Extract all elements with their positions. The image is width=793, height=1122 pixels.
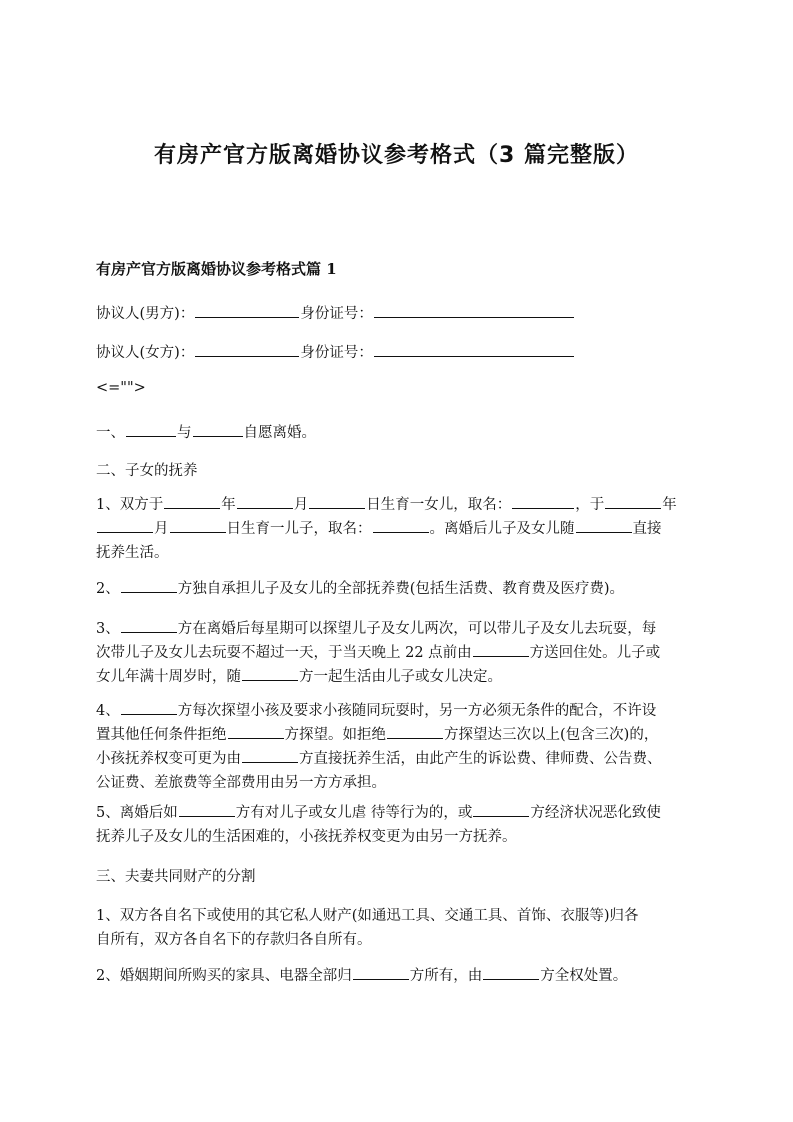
blank	[121, 700, 177, 715]
text: 月	[293, 497, 309, 513]
article-1-prefix: 一、	[96, 425, 125, 441]
text: 方一起生活由儿子或女儿决定。	[299, 669, 502, 685]
property-clause-1	[96, 904, 706, 952]
male-name-blank	[195, 303, 299, 318]
text: 3、	[96, 621, 120, 637]
text: 年	[662, 497, 677, 513]
text: 月	[154, 521, 169, 537]
blank	[126, 422, 176, 437]
text: 直接	[632, 521, 662, 537]
blank	[605, 494, 661, 509]
blank	[242, 666, 298, 681]
female-name-blank	[195, 342, 299, 357]
blank	[193, 422, 243, 437]
male-id-label: 身份证号：	[300, 306, 373, 322]
text: 方在离婚后每星期可以探望儿子及女儿两次，可以带儿子及女儿去玩耍，每	[177, 621, 657, 637]
text: 2、婚姻期间所购买的家具、电器全部归	[96, 968, 352, 984]
clause-2-4	[96, 699, 706, 795]
text: 方有对儿子或女儿虐 待等行为的，或	[235, 805, 473, 821]
article-1	[96, 421, 706, 445]
text: 方探望达三次以上(包含三次)的，	[444, 727, 659, 743]
text: 4、	[96, 703, 120, 719]
text: 方所有，由	[409, 968, 483, 984]
blank	[483, 965, 539, 980]
document-title: 有房产官方版离婚协议参考格式（3 篇完整版）	[154, 143, 639, 168]
text: 自所有，双方各自名下的存款归各自所有。	[96, 932, 372, 948]
text: 小孩抚养权变可更为由	[96, 751, 241, 767]
text: 方独自承担儿子及女儿的全部抚养费(包括生活费、教育费及医疗费)。	[177, 581, 625, 597]
text: 女儿年满十周岁时，随	[96, 669, 241, 685]
party-female-line	[96, 341, 706, 365]
clause-2-1	[96, 493, 706, 565]
text: 2、	[96, 581, 120, 597]
blank	[170, 518, 226, 533]
article-2-heading: 二、子女的抚养	[96, 463, 198, 479]
article-1-suffix: 自愿离婚。	[243, 425, 316, 441]
text: 日生育一女儿，取名：	[366, 497, 512, 513]
blank	[309, 494, 365, 509]
party-male-line	[96, 302, 706, 326]
text: 5、离婚后如	[96, 805, 178, 821]
text: 日生育一儿子，取名：	[226, 521, 372, 537]
section-title: 有房产官方版离婚协议参考格式篇 1	[96, 260, 337, 278]
text: 方经济状况恶化致使	[530, 805, 661, 821]
text: 置其他任何条件拒绝	[96, 727, 227, 743]
text: 1、双方各自名下或使用的其它私人财产(如通迅工具、交通工具、首饰、衣服等)归各	[96, 908, 639, 924]
article-1-with: 与	[177, 425, 192, 441]
text: ，于	[575, 497, 605, 513]
blank	[228, 724, 284, 739]
text: 方全权处置。	[540, 968, 628, 984]
clause-2-5	[96, 801, 706, 849]
blank	[179, 802, 235, 817]
text: 方送回住处。儿子或	[529, 645, 661, 661]
party-female-label: 协议人(女方)：	[96, 345, 195, 361]
property-clause-2	[96, 964, 706, 988]
blank	[97, 518, 153, 533]
blank	[473, 802, 529, 817]
blank	[512, 494, 574, 509]
blank	[576, 518, 632, 533]
stray-text: <="">	[96, 380, 146, 396]
female-id-blank	[374, 342, 574, 357]
text: 方每次探望小孩及要求小孩随同玩耍时，另一方必须无条件的配合，不许设	[177, 703, 657, 719]
text: 方直接抚养生活，由此产生的诉讼费、律师费、公告费、	[299, 751, 662, 767]
text: 年	[221, 497, 236, 513]
text: 方探望。如拒绝	[284, 727, 386, 743]
text: 抚养儿子及女儿的生活困难的，小孩抚养权变更为由另一方抚养。	[96, 829, 517, 845]
party-male-label: 协议人(男方)：	[96, 306, 195, 322]
article-3-heading: 三、夫妻共同财产的分割	[96, 869, 256, 885]
blank	[473, 642, 529, 657]
female-id-label: 身份证号：	[300, 345, 373, 361]
text: 。离婚后儿子及女儿随	[429, 521, 575, 537]
text: 抚养生活。	[96, 545, 169, 561]
blank	[242, 748, 298, 763]
blank	[121, 578, 177, 593]
blank	[237, 494, 293, 509]
blank	[164, 494, 220, 509]
clause-2-2	[96, 577, 706, 601]
blank	[373, 518, 429, 533]
text: 1、双方于	[96, 497, 164, 513]
blank	[353, 965, 409, 980]
male-id-blank	[374, 303, 574, 318]
clause-2-3	[96, 617, 706, 689]
text: 公证费、差旅费等全部费用由另一方方承担。	[96, 775, 386, 791]
blank	[387, 724, 443, 739]
blank	[121, 618, 177, 633]
text: 次带儿子及女儿去玩耍不超过一天，于当天晚上 22 点前由	[96, 645, 472, 661]
